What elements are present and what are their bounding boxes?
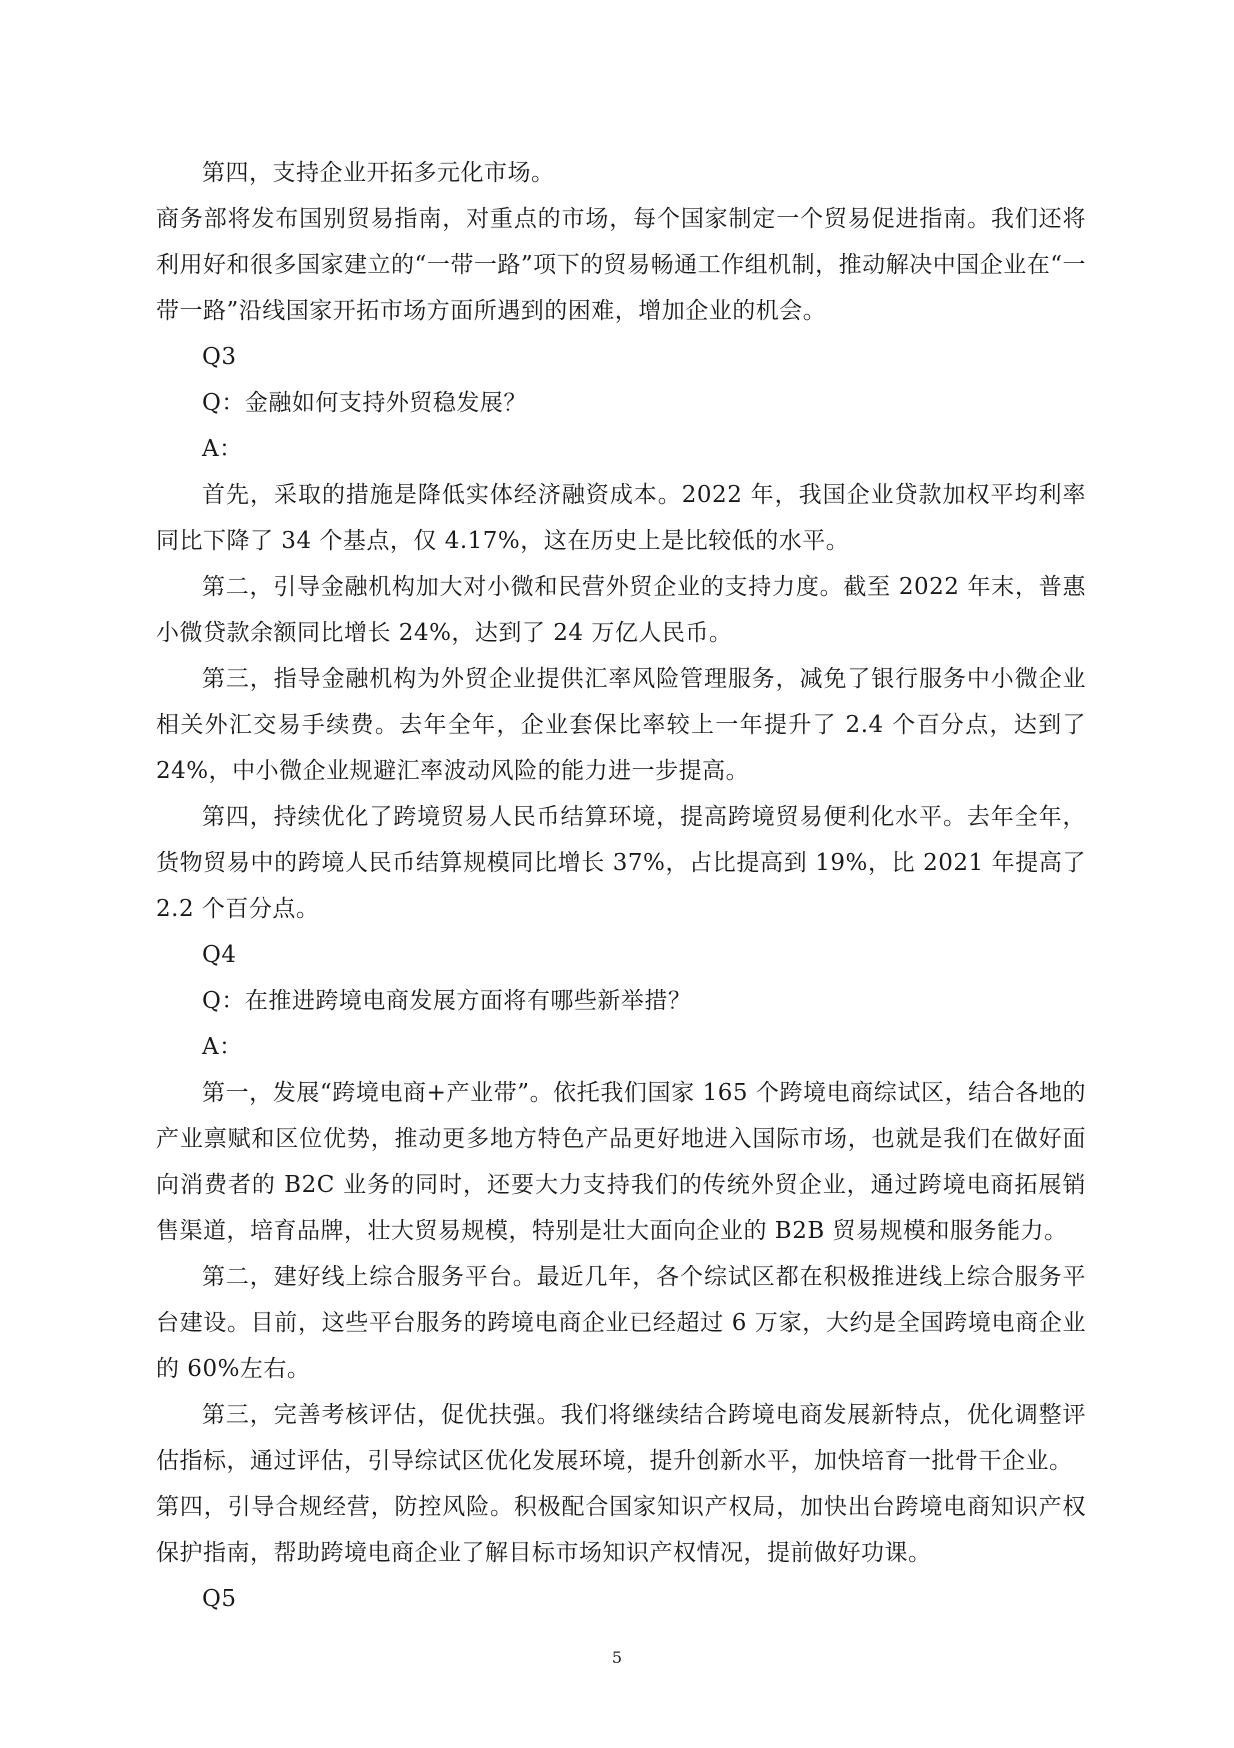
paragraph-market-diversification: 第四，支持企业开拓多元化市场。: [202, 160, 555, 186]
question-finance: Q：金融如何支持外贸稳发展？: [202, 390, 527, 416]
paragraph-trade-guide: 商务部将发布国别贸易指南，对重点的市场，每个国家制定一个贸易促进指南。我们还将利用好和很多国家建立的“一带一路”项下的贸易畅通工作组机制，推动解决中国企业在“一带一路”沿线国家开拓市场方面所遇到的困难，增加企业的机会。: [156, 206, 1086, 324]
question-number-q3: Q3: [202, 344, 237, 370]
paragraph-financing-cost: 首先，采取的措施是降低实体经济融资成本。2022 年，我国企业贷款加权平均利率同比下降了 34 个基点，仅 4.17%，这在历史上是比较低的水平。: [156, 482, 1086, 554]
question-cross-border-ecommerce: Q：在推进跨境电商发展方面将有哪些新举措？: [202, 988, 692, 1014]
paragraph-compliance: 第四，引导合规经营，防控风险。积极配合国家知识产权局，加快出台跨境电商知识产权保护指南，帮助跨境电商企业了解目标市场知识产权情况，提前做好功课。: [156, 1494, 1086, 1566]
paragraph-industry-belt: 第一，发展“跨境电商+产业带”。依托我们国家 165 个跨境电商综试区，结合各地的产业禀赋和区位优势，推动更多地方特色产品更好地进入国际市场，也就是我们在做好面向消费者的 B2C 业务的同时，还要大力支持我们的传统外贸企业，通过跨境电商拓展销售渠道，培育品牌，壮大贸易规模，特别是壮大面向企业的 B2B 贸易规模和服务能力。: [156, 1080, 1086, 1244]
question-number-q5: Q5: [202, 1586, 237, 1612]
question-number-q4: Q4: [202, 942, 237, 968]
paragraph-exchange-rate-risk: 第三，指导金融机构为外贸企业提供汇率风险管理服务，减免了银行服务中小微企业相关外汇交易手续费。去年全年，企业套保比率较上一年提升了 2.4 个百分点，达到了 24%，中小微企业规避汇率波动风险的能力进一步提高。: [156, 666, 1086, 784]
paragraph-evaluation: 第三，完善考核评估，促优扶强。我们将继续结合跨境电商发展新特点，优化调整评估指标，通过评估，引导综试区优化发展环境，提升创新水平，加快培育一批骨干企业。: [156, 1402, 1086, 1474]
answer-label: A：: [202, 1034, 243, 1060]
answer-label: A：: [202, 436, 243, 462]
paragraph-small-business-support: 第二，引导金融机构加大对小微和民营外贸企业的支持力度。截至 2022 年末，普惠小微贷款余额同比增长 24%，达到了 24 万亿人民币。: [156, 574, 1086, 646]
paragraph-rmb-settlement: 第四，持续优化了跨境贸易人民币结算环境，提高跨境贸易便利化水平。去年全年，货物贸易中的跨境人民币结算规模同比增长 37%，占比提高到 19%，比 2021 年提高了 2.2 个百分点。: [156, 804, 1086, 922]
document-body: [156, 150, 1086, 1622]
page-number: 5: [611, 1648, 623, 1667]
paragraph-online-platform: 第二，建好线上综合服务平台。最近几年，各个综试区都在积极推进线上综合服务平台建设。目前，这些平台服务的跨境电商企业已经超过 6 万家，大约是全国跨境电商企业的 60%左右。: [156, 1264, 1086, 1382]
